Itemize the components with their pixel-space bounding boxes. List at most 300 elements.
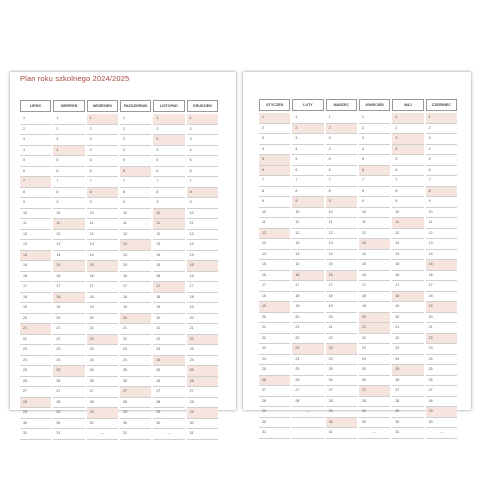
day-cell: 23 [187, 345, 218, 356]
day-cell: 24 [259, 355, 290, 366]
day-row [20, 146, 218, 157]
day-cell: 5 [87, 156, 118, 167]
day-cell: 12 [292, 229, 323, 240]
day-cell: 10 [53, 209, 84, 220]
day-cell: 9 [292, 197, 323, 208]
day-cell: 3 [392, 134, 423, 145]
month-header: PAŹDZIERNIK [120, 100, 151, 112]
day-cell: 31 [392, 428, 423, 439]
day-cell: 23 [20, 345, 51, 356]
day-cell: 19 [53, 303, 84, 314]
day-row [259, 397, 457, 408]
day-cell: 12 [392, 229, 423, 240]
day-cell: 28 [392, 397, 423, 408]
day-cell: 28 [326, 397, 357, 408]
day-cell: 20 [392, 313, 423, 324]
day-cell: 11 [120, 219, 151, 230]
day-cell: 20 [187, 314, 218, 325]
day-row [20, 125, 218, 136]
day-cell: 16 [187, 272, 218, 283]
day-row [20, 335, 218, 346]
day-cell: 5 [392, 155, 423, 166]
day-cell: 12 [120, 230, 151, 241]
day-cell: 15 [326, 260, 357, 271]
day-cell: 8 [20, 188, 51, 199]
day-cell: 14 [359, 250, 390, 261]
empty-day-mark: — [292, 407, 323, 418]
day-row [259, 229, 457, 240]
day-row [259, 260, 457, 271]
day-cell: 1 [53, 114, 84, 125]
day-cell: 7 [292, 176, 323, 187]
day-cell: 13 [120, 240, 151, 251]
day-cell: 10 [392, 208, 423, 219]
day-cell: 30 [20, 419, 51, 430]
day-cell: 22 [359, 334, 390, 345]
month-header: LIPIEC [20, 100, 51, 112]
day-cell: 11 [292, 218, 323, 229]
day-cell: 14 [20, 251, 51, 262]
day-cell: 1 [326, 113, 357, 124]
day-cell: 12 [359, 229, 390, 240]
day-cell: 14 [426, 250, 457, 261]
empty-day-mark: — [426, 428, 457, 439]
day-cell: 8 [392, 187, 423, 198]
day-cell: 16 [359, 271, 390, 282]
day-cell: 27 [53, 387, 84, 398]
day-cell: 18 [326, 292, 357, 303]
day-cell: 19 [326, 302, 357, 313]
day-row [20, 419, 218, 430]
day-row [259, 313, 457, 324]
day-cell: 9 [259, 197, 290, 208]
day-cell: 7 [120, 177, 151, 188]
day-cell: 26 [392, 376, 423, 387]
day-cell: 9 [153, 198, 184, 209]
day-row [20, 167, 218, 178]
day-cell: 29 [326, 407, 357, 418]
day-cell: 11 [426, 218, 457, 229]
day-row [259, 197, 457, 208]
day-cell: 27 [259, 386, 290, 397]
day-cell: 7 [259, 176, 290, 187]
day-cell: 17 [426, 281, 457, 292]
day-cell: 6 [259, 166, 290, 177]
day-cell: 4 [359, 145, 390, 156]
day-row [20, 251, 218, 262]
day-cell: 11 [187, 219, 218, 230]
day-cell: 7 [392, 176, 423, 187]
day-cell: 12 [187, 230, 218, 241]
day-cell: 2 [259, 124, 290, 135]
day-cell: 28 [426, 397, 457, 408]
empty-day-cell [292, 428, 323, 439]
day-cell: 30 [53, 419, 84, 430]
day-cell: 1 [87, 114, 118, 125]
day-cell: 2 [359, 124, 390, 135]
day-cell: 30 [120, 419, 151, 430]
day-cell: 11 [392, 218, 423, 229]
day-cell: 31 [20, 429, 51, 440]
day-cell: 6 [426, 166, 457, 177]
day-cell: 9 [187, 198, 218, 209]
day-cell: 23 [392, 344, 423, 355]
day-cell: 28 [87, 398, 118, 409]
day-cell: 31 [120, 429, 151, 440]
day-cell: 14 [187, 251, 218, 262]
day-cell: 6 [392, 166, 423, 177]
day-cell: 12 [259, 229, 290, 240]
day-cell: 24 [292, 355, 323, 366]
day-cell: 21 [20, 324, 51, 335]
day-row [20, 156, 218, 167]
day-cell: 16 [20, 272, 51, 283]
day-cell: 22 [187, 335, 218, 346]
day-cell: 13 [87, 240, 118, 251]
day-cell: 6 [292, 166, 323, 177]
day-cell: 13 [326, 239, 357, 250]
day-cell: 2 [326, 124, 357, 135]
day-cell: 26 [326, 376, 357, 387]
day-cell: 6 [359, 166, 390, 177]
day-cell: 21 [87, 324, 118, 335]
day-cell: 17 [359, 281, 390, 292]
day-cell: 28 [20, 398, 51, 409]
day-cell: 30 [87, 419, 118, 430]
day-cell: 11 [259, 218, 290, 229]
day-cell: 20 [326, 313, 357, 324]
day-cell: 26 [359, 376, 390, 387]
day-cell: 23 [87, 345, 118, 356]
day-row [20, 198, 218, 209]
day-cell: 20 [20, 314, 51, 325]
day-cell: 20 [292, 313, 323, 324]
day-row [20, 219, 218, 230]
day-cell: 18 [120, 293, 151, 304]
calendar-table-right [257, 99, 459, 439]
day-cell: 31 [187, 429, 218, 440]
day-cell: 19 [187, 303, 218, 314]
day-cell: 3 [426, 134, 457, 145]
empty-day-mark: — [87, 429, 118, 440]
day-cell: 5 [53, 156, 84, 167]
day-cell: 25 [187, 366, 218, 377]
day-cell: 24 [359, 355, 390, 366]
day-cell: 25 [53, 366, 84, 377]
day-cell: 18 [20, 293, 51, 304]
day-cell: 8 [326, 187, 357, 198]
day-cell: 7 [426, 176, 457, 187]
day-cell: 19 [259, 302, 290, 313]
day-cell: 1 [20, 114, 51, 125]
day-row [20, 230, 218, 241]
day-cell: 21 [359, 323, 390, 334]
day-row [259, 271, 457, 282]
day-cell: 22 [120, 335, 151, 346]
day-cell: 8 [426, 187, 457, 198]
day-cell: 20 [259, 313, 290, 324]
day-cell: 29 [187, 408, 218, 419]
day-cell: 3 [292, 134, 323, 145]
day-row [20, 177, 218, 188]
day-cell: 12 [53, 230, 84, 241]
day-row [259, 145, 457, 156]
day-cell: 5 [20, 156, 51, 167]
day-cell: 24 [87, 356, 118, 367]
day-cell: 18 [392, 292, 423, 303]
day-cell: 11 [87, 219, 118, 230]
day-cell: 15 [120, 261, 151, 272]
day-cell: 14 [259, 250, 290, 261]
day-cell: 27 [426, 386, 457, 397]
day-cell: 24 [392, 355, 423, 366]
empty-day-mark: — [153, 429, 184, 440]
day-cell: 22 [259, 334, 290, 345]
day-cell: 9 [87, 198, 118, 209]
day-cell: 3 [87, 135, 118, 146]
day-cell: 26 [120, 377, 151, 388]
day-cell: 13 [392, 239, 423, 250]
day-cell: 26 [259, 376, 290, 387]
day-cell: 30 [326, 418, 357, 429]
day-cell: 18 [53, 293, 84, 304]
day-cell: 6 [120, 167, 151, 178]
day-cell: 13 [292, 239, 323, 250]
day-cell: 17 [120, 282, 151, 293]
day-cell: 28 [187, 398, 218, 409]
day-cell: 31 [259, 428, 290, 439]
day-cell: 18 [426, 292, 457, 303]
day-cell: 6 [326, 166, 357, 177]
day-cell: 14 [292, 250, 323, 261]
day-cell: 2 [292, 124, 323, 135]
day-cell: 4 [392, 145, 423, 156]
day-cell: 1 [187, 114, 218, 125]
day-cell: 1 [426, 113, 457, 124]
calendar-body [259, 111, 457, 439]
day-row [20, 398, 218, 409]
day-row [259, 302, 457, 313]
day-cell: 19 [87, 303, 118, 314]
day-cell: 30 [392, 418, 423, 429]
day-cell: 11 [359, 218, 390, 229]
day-cell: 7 [187, 177, 218, 188]
day-cell: 23 [53, 345, 84, 356]
day-cell: 27 [359, 386, 390, 397]
day-row [259, 250, 457, 261]
day-row [259, 386, 457, 397]
day-row [259, 166, 457, 177]
day-cell: 9 [120, 198, 151, 209]
day-cell: 1 [359, 113, 390, 124]
day-cell: 14 [392, 250, 423, 261]
day-cell: 29 [87, 408, 118, 419]
day-cell: 20 [53, 314, 84, 325]
day-cell: 12 [426, 229, 457, 240]
day-cell: 11 [20, 219, 51, 230]
day-row [259, 428, 457, 439]
day-row [20, 188, 218, 199]
day-cell: 2 [120, 125, 151, 136]
month-header-row [259, 99, 457, 111]
day-row [259, 407, 457, 418]
page-title: Plan roku szkolnego 2024/2025 [20, 74, 130, 83]
day-cell: 13 [20, 240, 51, 251]
day-cell: 3 [120, 135, 151, 146]
day-cell: 15 [259, 260, 290, 271]
day-cell: 18 [359, 292, 390, 303]
day-cell: 16 [87, 272, 118, 283]
day-cell: 16 [120, 272, 151, 283]
day-cell: 3 [20, 135, 51, 146]
day-cell: 25 [359, 365, 390, 376]
day-cell: 29 [392, 407, 423, 418]
day-cell: 15 [53, 261, 84, 272]
day-cell: 18 [292, 292, 323, 303]
day-cell: 16 [259, 271, 290, 282]
day-row [259, 124, 457, 135]
day-cell: 6 [53, 167, 84, 178]
day-cell: 1 [292, 113, 323, 124]
day-row [20, 324, 218, 335]
day-cell: 31 [326, 428, 357, 439]
day-cell: 17 [20, 282, 51, 293]
day-cell: 26 [426, 376, 457, 387]
day-cell: 14 [326, 250, 357, 261]
day-cell: 23 [292, 344, 323, 355]
day-cell: 12 [153, 230, 184, 241]
day-cell: 10 [153, 209, 184, 220]
day-cell: 19 [20, 303, 51, 314]
day-cell: 7 [87, 177, 118, 188]
day-cell: 22 [326, 334, 357, 345]
day-cell: 20 [153, 314, 184, 325]
day-cell: 25 [153, 366, 184, 377]
day-cell: 4 [87, 146, 118, 157]
day-cell: 13 [53, 240, 84, 251]
day-cell: 10 [87, 209, 118, 220]
month-header: LISTOPAD [153, 100, 184, 112]
day-cell: 18 [153, 293, 184, 304]
day-cell: 21 [392, 323, 423, 334]
day-row [20, 314, 218, 325]
day-row [20, 135, 218, 146]
month-header: MAJ [392, 99, 423, 111]
day-row [259, 365, 457, 376]
day-cell: 5 [153, 156, 184, 167]
day-cell: 9 [359, 197, 390, 208]
day-cell: 5 [292, 155, 323, 166]
day-row [259, 113, 457, 124]
day-cell: 24 [326, 355, 357, 366]
day-cell: 26 [292, 376, 323, 387]
day-cell: 21 [153, 324, 184, 335]
day-cell: 29 [259, 407, 290, 418]
day-cell: 9 [20, 198, 51, 209]
day-cell: 9 [326, 197, 357, 208]
day-cell: 16 [326, 271, 357, 282]
day-cell: 4 [53, 146, 84, 157]
day-row [20, 387, 218, 398]
day-cell: 9 [426, 197, 457, 208]
day-row [20, 240, 218, 251]
day-cell: 2 [187, 125, 218, 136]
day-cell: 17 [87, 282, 118, 293]
day-cell: 4 [20, 146, 51, 157]
day-cell: 26 [187, 377, 218, 388]
day-cell: 25 [20, 366, 51, 377]
day-cell: 27 [292, 386, 323, 397]
day-cell: 3 [359, 134, 390, 145]
day-cell: 8 [259, 187, 290, 198]
day-cell: 20 [87, 314, 118, 325]
day-row [259, 187, 457, 198]
day-cell: 22 [392, 334, 423, 345]
day-cell: 26 [20, 377, 51, 388]
day-cell: 7 [53, 177, 84, 188]
day-row [20, 282, 218, 293]
day-cell: 21 [426, 323, 457, 334]
day-cell: 8 [292, 187, 323, 198]
day-cell: 27 [392, 386, 423, 397]
day-row [259, 281, 457, 292]
day-cell: 3 [153, 135, 184, 146]
day-cell: 5 [359, 155, 390, 166]
day-cell: 15 [426, 260, 457, 271]
day-cell: 16 [392, 271, 423, 282]
day-cell: 22 [53, 335, 84, 346]
empty-day-mark: — [359, 428, 390, 439]
day-cell: 1 [392, 113, 423, 124]
day-cell: 8 [87, 188, 118, 199]
month-header: MARZEC [326, 99, 357, 111]
day-cell: 4 [187, 146, 218, 157]
month-header: STYCZEŃ [259, 99, 290, 111]
day-row [259, 155, 457, 166]
day-cell: 2 [153, 125, 184, 136]
month-header: LUTY [292, 99, 323, 111]
day-cell: 27 [187, 387, 218, 398]
day-cell: 30 [153, 419, 184, 430]
day-cell: 27 [153, 387, 184, 398]
day-cell: 13 [359, 239, 390, 250]
day-cell: 19 [153, 303, 184, 314]
day-cell: 2 [392, 124, 423, 135]
day-cell: 19 [120, 303, 151, 314]
day-cell: 29 [53, 408, 84, 419]
day-cell: 12 [20, 230, 51, 241]
day-cell: 12 [87, 230, 118, 241]
day-cell: 2 [87, 125, 118, 136]
day-row [20, 356, 218, 367]
day-cell: 29 [20, 408, 51, 419]
day-cell: 5 [426, 155, 457, 166]
day-cell: 21 [292, 323, 323, 334]
day-cell: 27 [87, 387, 118, 398]
day-row [20, 303, 218, 314]
day-cell: 25 [326, 365, 357, 376]
day-cell: 24 [426, 355, 457, 366]
month-header: KWIECIEŃ [359, 99, 390, 111]
day-cell: 13 [187, 240, 218, 251]
day-cell: 10 [292, 208, 323, 219]
day-cell: 15 [392, 260, 423, 271]
day-cell: 25 [426, 365, 457, 376]
day-cell: 6 [187, 167, 218, 178]
day-cell: 5 [259, 155, 290, 166]
day-cell: 21 [187, 324, 218, 335]
day-cell: 13 [153, 240, 184, 251]
